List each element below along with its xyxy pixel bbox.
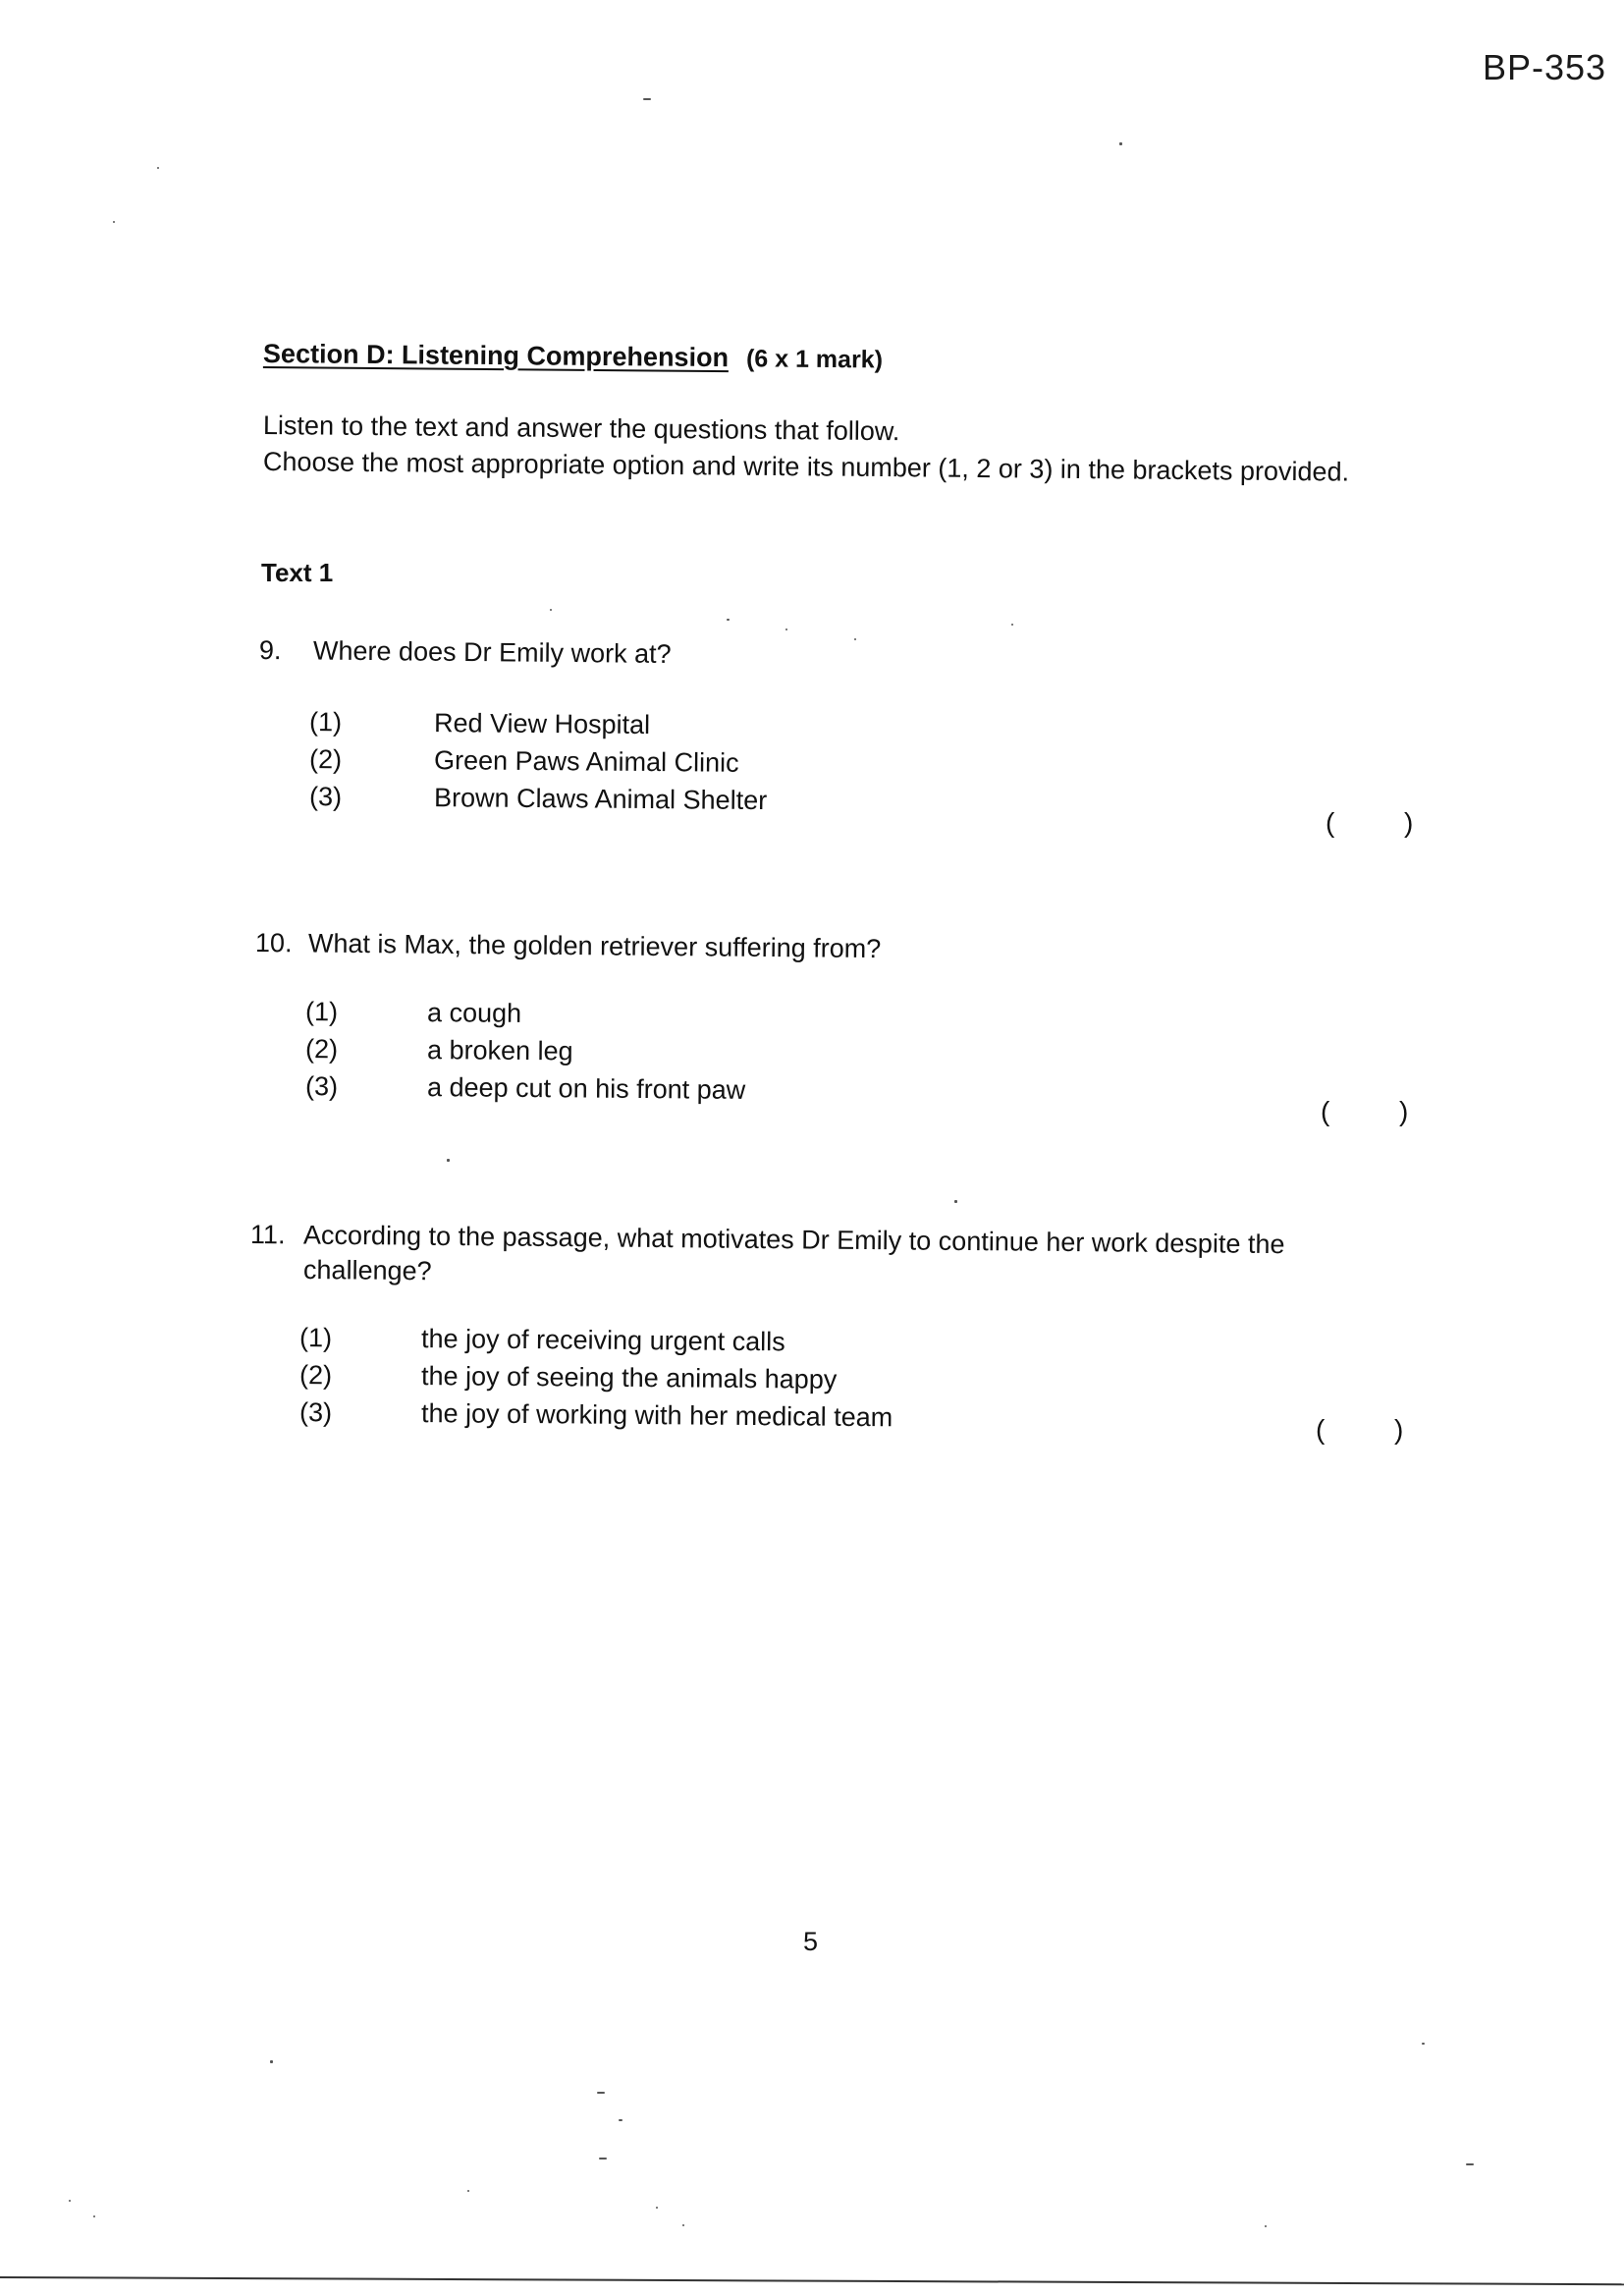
question-11 [250, 1220, 1285, 1260]
instruction-listen: Listen to the text and answer the questions that follow. [262, 410, 900, 447]
question-9 [259, 635, 672, 670]
scan-speck [467, 2190, 469, 2192]
question-text: What is Max, the golden retriever suffering from? [307, 928, 882, 964]
section-marks: (6 x 1 mark) [745, 345, 884, 374]
option-number: (1) [304, 997, 339, 1027]
option-number: (2) [304, 1034, 339, 1065]
scan-speck [1466, 2163, 1474, 2165]
option [309, 707, 898, 749]
question-number: 10. [254, 928, 293, 958]
instruction-choose: Choose the most appropriate option and write its number (1, 2 or 3) in the brackets provided. [262, 447, 1350, 487]
option-number: (3) [304, 1071, 339, 1102]
scan-speck [619, 2119, 623, 2121]
bracket-open: ( [1316, 1414, 1326, 1445]
scan-speck [785, 629, 787, 630]
question-10 [255, 928, 882, 964]
bracket-open: ( [1326, 807, 1335, 838]
page-number: 5 [803, 1927, 819, 1956]
scan-speck [599, 2158, 607, 2159]
option-text: the joy of seeing the animals happy [420, 1361, 838, 1394]
scan-speck [447, 1159, 450, 1162]
scan-speck [270, 2060, 273, 2063]
question-10-options [305, 997, 894, 1109]
scan-speck [550, 609, 552, 611]
option-text: the joy of working with her medical team [420, 1398, 893, 1433]
section-title: Section D: Listening Comprehension [262, 339, 730, 373]
option [305, 1071, 894, 1114]
scan-speck [1119, 142, 1122, 145]
question-number: 11. [249, 1220, 286, 1250]
scan-speck [93, 2215, 95, 2217]
option-number: (2) [298, 1360, 333, 1391]
option-number: (1) [308, 707, 343, 738]
option-text: the joy of receiving urgent calls [420, 1324, 785, 1357]
paper-code: BP-353 [1483, 47, 1607, 87]
scan-speck [113, 221, 115, 223]
scan-speck [656, 2207, 658, 2209]
option [309, 782, 898, 824]
option [299, 1360, 987, 1403]
question-text: Where does Dr Emily work at? [312, 635, 672, 670]
text-label: Text 1 [261, 558, 334, 587]
scan-speck [954, 1200, 957, 1203]
page-edge-line [0, 2276, 1624, 2285]
scan-speck [597, 2092, 605, 2094]
scan-speck [643, 98, 651, 100]
scan-speck [157, 167, 159, 169]
bracket-close: ) [1399, 1096, 1409, 1126]
scan-speck [682, 2224, 684, 2226]
option-number: (3) [308, 782, 343, 812]
option-number: (3) [298, 1397, 333, 1428]
option-text: a cough [426, 998, 522, 1028]
option-text: Brown Claws Animal Shelter [433, 783, 768, 816]
option-text: a deep cut on his front paw [426, 1072, 746, 1105]
bracket-close: ) [1394, 1414, 1404, 1445]
question-text: According to the passage, what motivates Dr Emily to continue her work despite the [302, 1220, 1285, 1260]
scan-speck [854, 638, 856, 640]
option [299, 1323, 987, 1366]
question-number: 9. [258, 635, 282, 666]
option-text: Red View Hospital [433, 708, 651, 740]
scan-speck [1011, 624, 1013, 626]
option [305, 1034, 894, 1076]
section-heading [263, 339, 883, 375]
scan-speck [1265, 2225, 1267, 2227]
option [305, 997, 894, 1039]
question-9-options [309, 707, 898, 819]
bracket-close: ) [1404, 807, 1414, 838]
option [299, 1397, 987, 1441]
scan-speck [727, 619, 730, 621]
option-text: Green Paws Animal Clinic [433, 745, 739, 778]
question-11-continuation: challenge? [302, 1255, 432, 1286]
option-text: a broken leg [426, 1035, 573, 1066]
bracket-open: ( [1321, 1096, 1330, 1126]
option-number: (1) [298, 1323, 333, 1353]
question-11-options [299, 1323, 987, 1435]
scan-speck [69, 2200, 71, 2202]
scan-speck [1422, 2043, 1425, 2045]
option [309, 744, 898, 787]
option-number: (2) [308, 744, 343, 775]
